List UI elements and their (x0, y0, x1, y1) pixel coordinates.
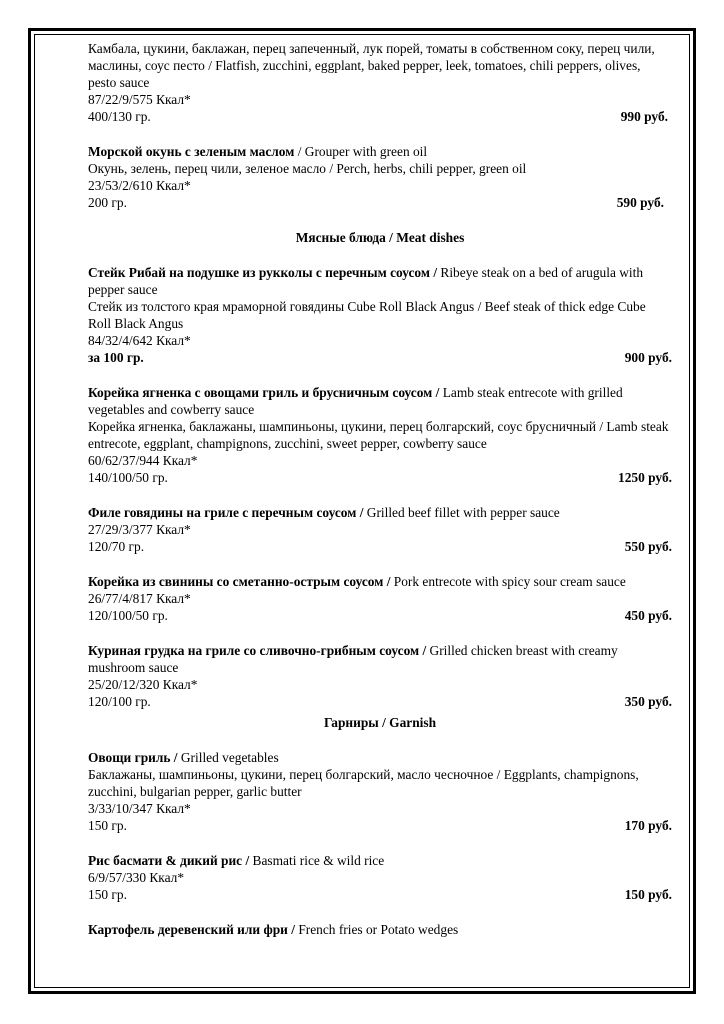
dish-name-en: / Grouper with green oil (297, 144, 428, 159)
dish-description: Баклажаны, шампиньоны, цукини, перец болгарский, масло чесночное / Eggplants, champignons, zucchini, bulgarian pepper, garlic butter (88, 767, 639, 799)
dish-title (88, 264, 672, 298)
dish-title (88, 749, 672, 766)
dish-kcal: 26/77/4/817 Ккал* (88, 591, 191, 606)
dish-grouper (88, 143, 672, 211)
dish-weight: 150 гр. (88, 887, 127, 902)
dish-name-en: Lamb steak entrecote with grilled vegetables and cowberry sauce (88, 385, 623, 417)
dish-weight: 400/130 гр. (88, 109, 151, 124)
dish-price: 150 руб. (624, 887, 672, 902)
dish-title (88, 573, 672, 590)
dish-price: 900 руб. (624, 350, 672, 365)
dish-chicken (88, 642, 672, 710)
dish-title (88, 921, 672, 938)
dish-name-en: French fries or Potato wedges (294, 922, 459, 937)
dish-weight: 140/100/50 гр. (88, 470, 168, 485)
dish-name: Куриная грудка на гриле со сливочно-грибным соусом / (88, 643, 427, 658)
dish-title (88, 642, 672, 676)
dish-price: 990 руб. (620, 109, 668, 124)
dish-name: Филе говядины на гриле с перечным соусом / (88, 505, 364, 520)
dish-beef-fillet (88, 504, 672, 555)
dish-kcal: 25/20/12/320 Ккал* (88, 677, 198, 692)
dish-name: Овощи гриль / (88, 750, 178, 765)
dish-weight: за 100 гр. (88, 350, 144, 365)
dish-title (88, 384, 672, 418)
dish-name: Стейк Рибай на подушке из рукколы с перечным соусом / (88, 265, 438, 280)
dish-name-en: Basmati rice & wild rice (249, 853, 385, 868)
dish-price: 590 руб. (616, 195, 664, 210)
dish-description: Камбала, цукини, баклажан, перец запеченный, лук порей, томаты в собственном соку, перец чили, маслины, соус песто / Flatfish, zucchini, eggplant, baked pepper, leek, tomatoes, chili peppers, olives, pesto sauce (88, 41, 655, 90)
dish-weight: 200 гр. (88, 195, 127, 210)
dish-title (88, 852, 672, 869)
dish-potato (88, 921, 672, 938)
dish-price: 1250 руб. (618, 470, 672, 485)
dish-rice (88, 852, 672, 903)
dish-ribeye (88, 264, 672, 366)
dish-description: Окунь, зелень, перец чили, зеленое масло / Perch, herbs, chili pepper, green oil (88, 161, 527, 176)
dish-title (88, 504, 672, 521)
dish-kcal: 84/32/4/642 Ккал* (88, 333, 191, 348)
dish-name-en: Grilled vegetables (177, 750, 279, 765)
dish-kcal: 23/53/2/610 Ккал* (88, 178, 191, 193)
dish-grilled-vegetables (88, 749, 672, 834)
section-title-garnish: Гарниры / Garnish (323, 715, 437, 730)
dish-name-en: Pork entrecote with spicy sour cream sauce (390, 574, 626, 589)
dish-name: Морской окунь с зеленым маслом (88, 144, 298, 159)
dish-lamb (88, 384, 672, 486)
dish-description: Корейка ягненка, баклажаны, шампиньоны, цукини, перец болгарский, соус брусничный / Lamb steak entrecote, eggplant, champignons, zucchini, sweet pepper, cowberry sauce (88, 419, 669, 451)
dish-title (88, 143, 672, 160)
dish-name: Корейка из свинины со сметанно-острым соусом / (88, 574, 391, 589)
dish-kcal: 3/33/10/347 Ккал* (88, 801, 191, 816)
dish-weight: 150 гр. (88, 818, 127, 833)
dish-weight: 120/100/50 гр. (88, 608, 168, 623)
dish-name: Рис басмати & дикий рис / (88, 853, 250, 868)
dish-weight: 120/70 гр. (88, 539, 145, 554)
dish-name: Картофель деревенский или фри / (88, 922, 295, 937)
dish-weight: 120/100 гр. (88, 694, 151, 709)
dish-name-en: Grilled chicken breast with creamy mushroom sauce (88, 643, 618, 675)
menu-page (88, 40, 672, 956)
dish-description: Стейк из толстого края мраморной говядины Cube Roll Black Angus / Beef steak of thick edge Cube Roll Black Angus (88, 299, 646, 331)
dish-kcal: 87/22/9/575 Ккал* (88, 92, 191, 107)
dish-price: 550 руб. (624, 539, 672, 554)
dish-name-en: Ribeye steak on a bed of arugula with pepper sauce (88, 265, 644, 297)
dish-name: Корейка ягненка с овощами гриль и брусничным соусом / (88, 385, 440, 400)
dish-kcal: 6/9/57/330 Ккал* (88, 870, 185, 885)
dish-price: 170 руб. (624, 818, 672, 833)
dish-flatfish (88, 40, 672, 125)
dish-kcal: 27/29/3/377 Ккал* (88, 522, 191, 537)
dish-kcal: 60/62/37/944 Ккал* (88, 453, 198, 468)
dish-price: 350 руб. (624, 694, 672, 709)
section-title-meat: Мясные блюда / Meat dishes (295, 230, 465, 245)
dish-name-en: Grilled beef fillet with pepper sauce (363, 505, 560, 520)
dish-price: 450 руб. (624, 608, 672, 623)
dish-pork (88, 573, 672, 624)
